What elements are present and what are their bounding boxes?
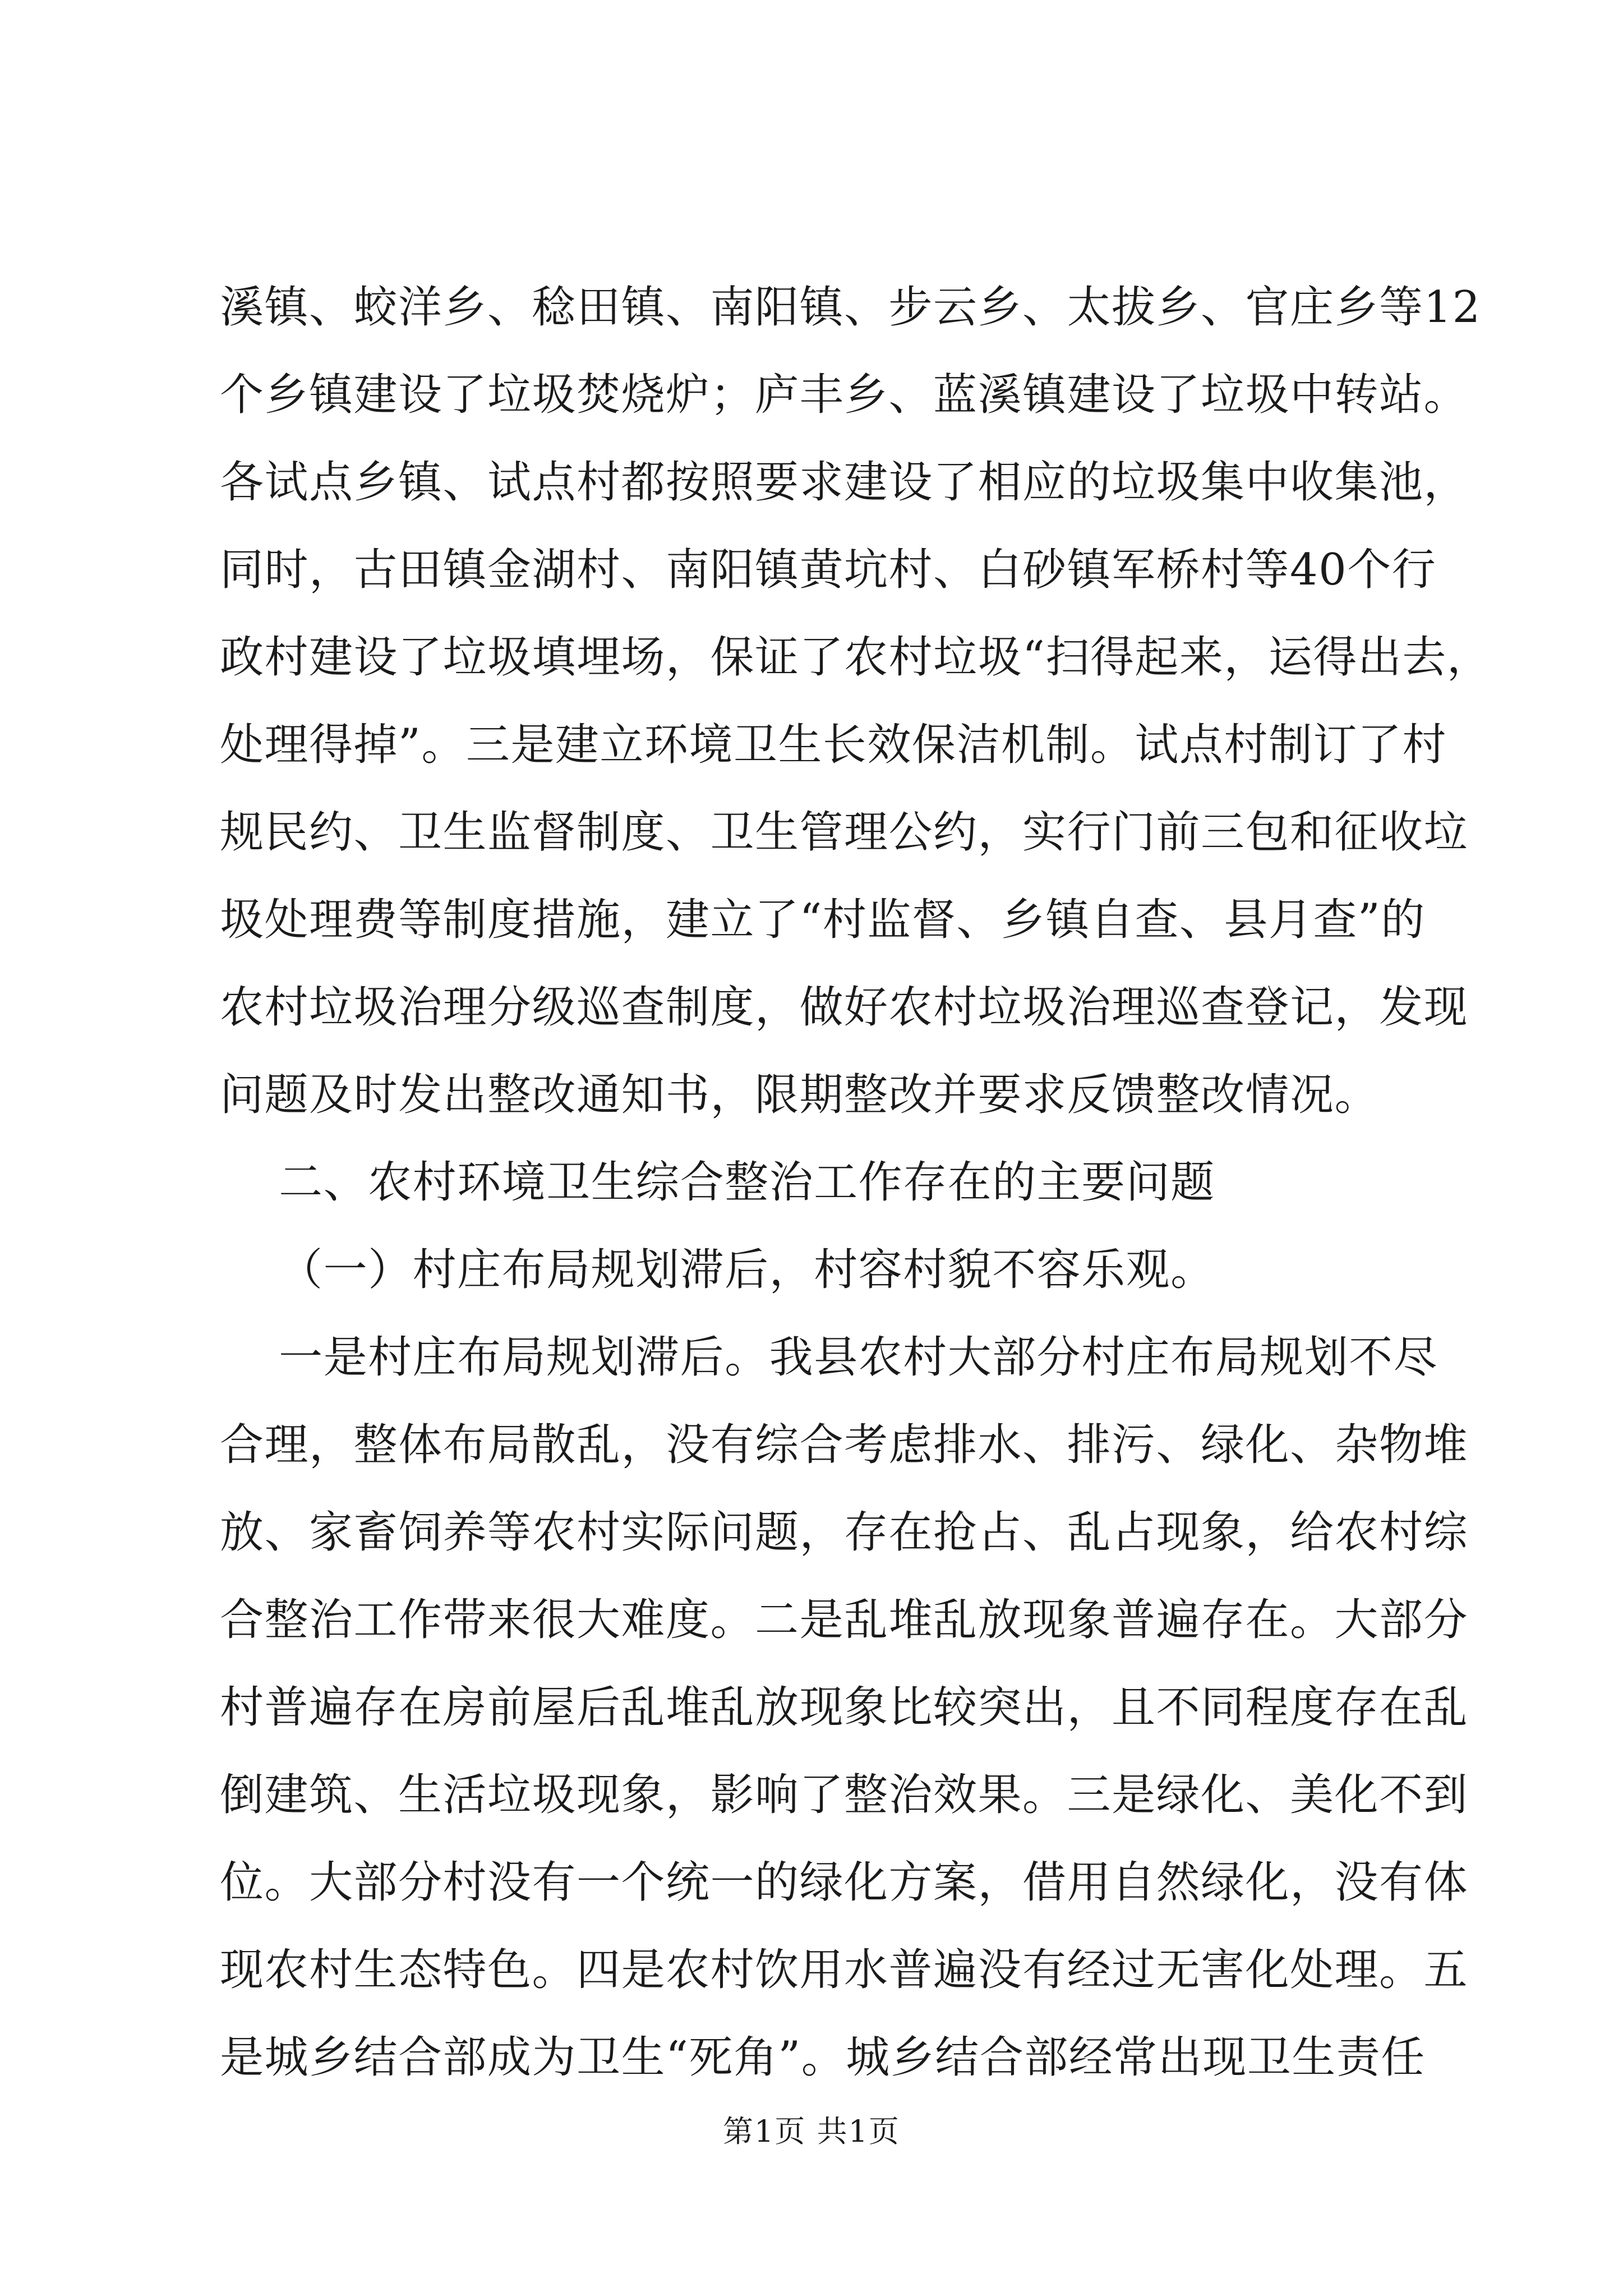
text-line: 圾处理费等制度措施，建立了“村监督、乡镇自查、县月查”的 bbox=[220, 895, 1426, 945]
section-heading: 二、农村环境卫生综合整治工作存在的主要问题 bbox=[220, 1157, 1215, 1208]
text-line: 同时，古田镇金湖村、南阳镇黄坑村、白砂镇军桥村等40个行 bbox=[220, 545, 1437, 595]
page-number-footer: 第1页 共1页 bbox=[723, 2114, 900, 2149]
text-line: 现农村生态特色。四是农村饮用水普遍没有经过无害化处理。五 bbox=[220, 1945, 1469, 1995]
text-line: 溪镇、蛟洋乡、稔田镇、南阳镇、步云乡、太拔乡、官庄乡等12 bbox=[220, 282, 1481, 333]
subsection-heading: （一）村庄布局规划滞后，村容村貌不容乐观。 bbox=[220, 1245, 1215, 1295]
text-line: 倒建筑、生活垃圾现象，影响了整治效果。三是绿化、美化不到 bbox=[220, 1770, 1469, 1820]
text-line: 农村垃圾治理分级巡查制度，做好农村垃圾治理巡查登记，发现 bbox=[220, 982, 1469, 1033]
text-line: 合整治工作带来很大难度。二是乱堆乱放现象普遍存在。大部分 bbox=[220, 1595, 1469, 1645]
text-line: 是城乡结合部成为卫生“死角”。城乡结合部经常出现卫生责任 bbox=[220, 2032, 1426, 2083]
text-line: 一是村庄布局规划滞后。我县农村大部分村庄布局规划不尽 bbox=[220, 1332, 1438, 1383]
text-line: 村普遍存在房前屋后乱堆乱放现象比较突出，且不同程度存在乱 bbox=[220, 1682, 1469, 1733]
text-line: 规民约、卫生监督制度、卫生管理公约，实行门前三包和征收垃 bbox=[220, 807, 1469, 858]
text-line: 各试点乡镇、试点村都按照要求建设了相应的垃圾集中收集池， bbox=[220, 457, 1469, 508]
text-line: 问题及时发出整改通知书，限期整改并要求反馈整改情况。 bbox=[220, 1070, 1380, 1120]
text-line: 处理得掉”。三是建立环境卫生长效保洁机制。试点村制订了村 bbox=[220, 720, 1447, 770]
document-body bbox=[220, 264, 1492, 2101]
text-line: 个乡镇建设了垃圾焚烧炉；庐丰乡、蓝溪镇建设了垃圾中转站。 bbox=[220, 370, 1469, 420]
text-line: 合理，整体布局散乱，没有综合考虑排水、排污、绿化、杂物堆 bbox=[220, 1420, 1469, 1470]
text-line: 放、家畜饲养等农村实际问题，存在抢占、乱占现象，给农村综 bbox=[220, 1507, 1469, 1558]
text-line: 位。大部分村没有一个统一的绿化方案，借用自然绿化，没有体 bbox=[220, 1857, 1469, 1908]
text-line: 政村建设了垃圾填埋场，保证了农村垃圾“扫得起来，运得出去， bbox=[220, 632, 1492, 683]
